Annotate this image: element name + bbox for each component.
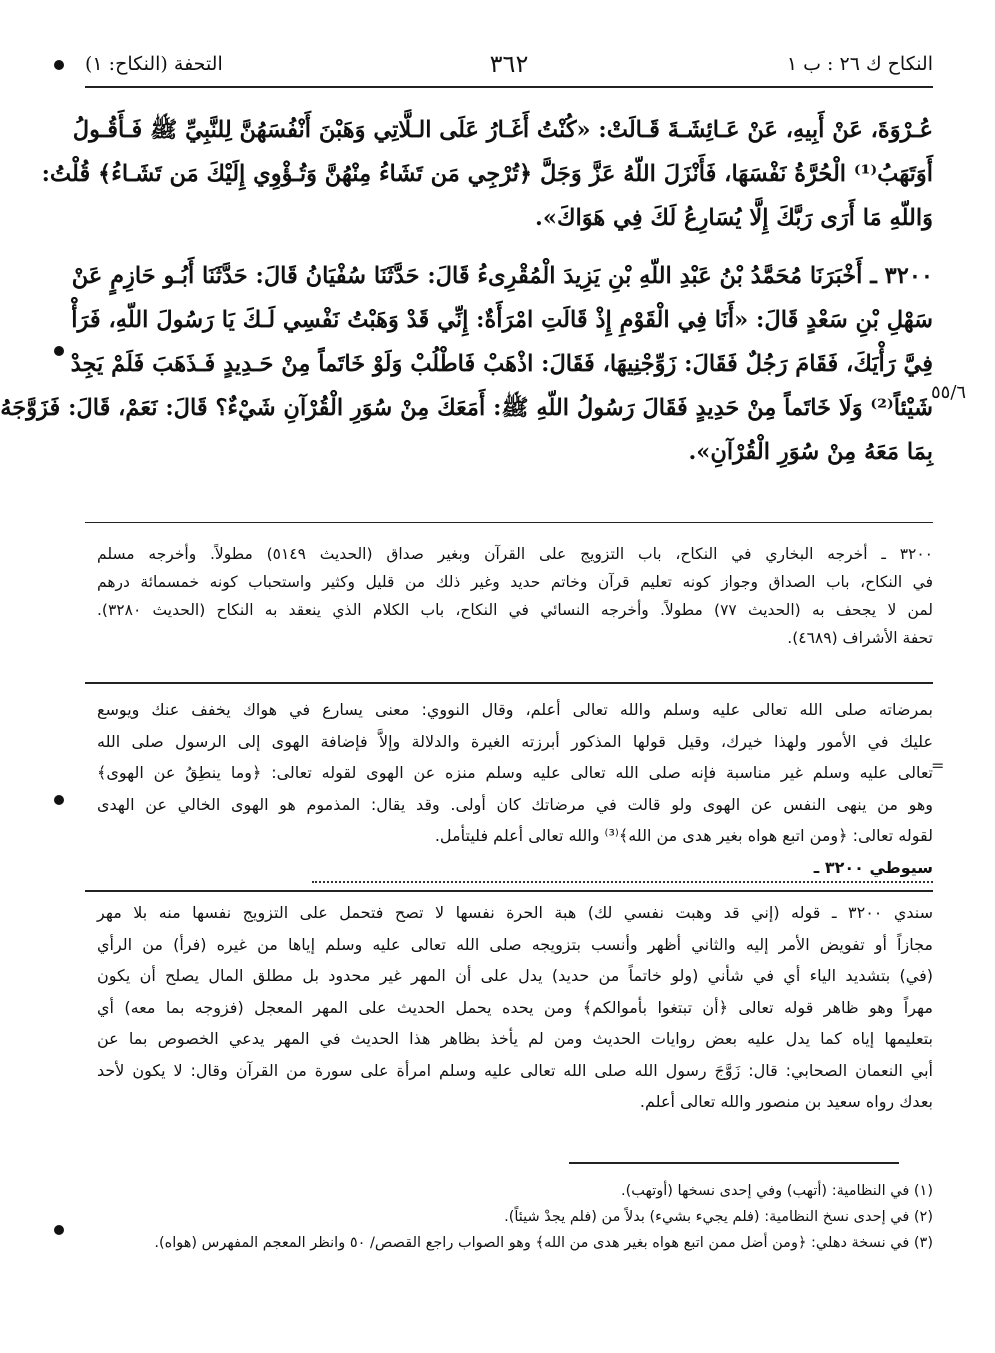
takhrij-line: ٣٢٠٠ ـ أخرجه البخاري في النكاح، باب التزويج على القرآن وبغير صداق (الحديث ٥١٤٩) مطولاً. وأخرجه مسلم (97, 545, 933, 563)
hadith-line: وَاللّهِ مَا أَرَى رَبَّكَ إِلَّا يُسَارِعُ لَكَ فِي هَوَاكَ». (535, 205, 933, 231)
commentary-line: عليك في الأمور ولهذا خيرك، وقيل قولها المذكور أبرزته الغيرة والدلالة وإلاَّ فإضافة الهوى إلى الرسول صلى الله (97, 731, 933, 751)
commentary-sindi (97, 897, 933, 1118)
commentary-line: أبي النعمان الصحابي: قال: زَوَّجَ رسول الله صلى الله تعالى عليه وسلم امرأة على سورة من القرآن وقال: لا يكون لأحد (97, 1060, 933, 1080)
margin-marker: = (931, 756, 945, 775)
commentary-line: بمرضاته صلى الله تعالى عليه وسلم والله تعالى أعلم، وقال النووي: معنى يسارع في هواك يخفف عنك ويوسع (97, 700, 933, 719)
header-chapter: النكاح ك ٢٦ : ب ١ (786, 53, 933, 75)
takhrij-line: لمن لا يجحف به (الحديث ٧٧) مطولاً. وأخرجه النسائي في النكاح، باب الكلام الذي ينعقد به النكاح (الحديث ٣٢٨٠). (97, 601, 934, 619)
section-rule (85, 682, 933, 684)
hadith-line: شَيْئاً⁽²⁾ وَلَا خَاتَماً مِنْ حَدِيدٍ فَقَالَ رَسُولُ اللّهِ ﷺ: أَمَعَكَ مِنْ سُوَرِ الْقُرْآنِ شَيْءٌ؟ قَالَ: نَعَمْ، قَالَ: فَزَوَّجَهُ (0, 395, 933, 421)
scan-mark (54, 60, 64, 70)
footnote-rule (569, 1162, 899, 1164)
hadith-text (0, 108, 933, 474)
commentary-line: مهراً وهو ظاهر قوله تعالى ﴿أن تبتغوا بأموالكم﴾ ومن يحده يحمل الحديث على المهر المعجل (فزوجه بما معه) أي (97, 997, 933, 1017)
commentary-line: لقوله تعالى: ﴿ومن اتبع هواه بغير هدى من الله﴾⁽³⁾ والله تعالى أعلم فليتأمل. (434, 826, 933, 845)
hadith-line: سَهْلِ بْنِ سَعْدٍ قَالَ: «أَنَا فِي الْقَوْمِ إِذْ قَالَتِ امْرَأَةٌ: إِنِّي قَدْ وَهَبْتُ نَفْسِي لَـكَ يَا رَسُولَ اللّهِ، فَرَأْ (71, 307, 933, 333)
takhrij-line: تحفة الأشراف (٤٦٨٩). (787, 629, 933, 647)
section-rule (85, 522, 933, 523)
footnote-item: (٣) في نسخة دهلي: ﴿ومن أضل ممن اتبع هواه بغير هدى من الله﴾ وهو الصواب راجع القصص/ ٥٠ وانظر المعجم المفهرس (هواه). (154, 1235, 933, 1251)
commentary-line: بتعليمها إياه كما يدل عليه بعض روايات الحديث ومن لم يأخذ بظاهر هذا الحديث في المهر يدعي الخصوص بما عن (97, 1029, 933, 1048)
hadith-line: أَوَتَهَبُ⁽¹⁾ الْحُرَّةُ نَفْسَهَا، فَأَنْزَلَ اللّهُ عَزَّ وَجَلَّ ﴿تُرْجِي مَن تَشَاءُ مِنْهُنَّ وَتُـؤْوِي إِلَيْكَ مَن تَشَـاءُ﴾ قُلْتُ: (41, 161, 933, 187)
page-header (85, 48, 933, 80)
takhrij-note (97, 540, 933, 652)
page-number: ٣٦٢ (489, 50, 529, 78)
commentary-line: تعالى عليه وسلم غير مناسبة فإنه صلى الله تعالى عليه وسلم منزه عن الهوى لقوله تعالى: ﴿وما ينطِقُ عن الهوى﴾ (97, 763, 933, 782)
footnotes (97, 1178, 933, 1256)
margin-reference: ٥٥/٦ (931, 382, 967, 403)
commentary-suyuti (97, 694, 933, 883)
footnote-item: (١) في النظامية: (أتهب) وفي إحدى نسخها (أوتهب). (621, 1183, 933, 1199)
hadith-line: فِيَّ رَأْيَكَ، فَقَامَ رَجُلٌ فَقَالَ: زَوِّجْنِيهَا، فَقَالَ: اذْهَبْ فَاطْلُبْ وَلَوْ خَاتَماً مِنْ حَـدِيدٍ فَـذَهَبَ فَلَمْ يَجِدْ (70, 351, 933, 377)
hadith-line: عُـرْوَةَ، عَنْ أَبِيهِ، عَنْ عَـائِشَـةَ قَـالَتْ: «كُنْتُ أَغَـارُ عَلَى الـلَّاتِي وَهَبْنَ أَنْفُسَهُنَّ لِلنَّبِيِّ ﷺ فَـأَقُـولُ (72, 117, 933, 143)
header-rule (85, 86, 933, 88)
scan-mark (54, 795, 64, 805)
takhrij-line: في النكاح، باب الصداق وجواز كونه تعليم قرآن وخاتم حديد وغير ذلك من قليل وكثير واستحباب كونه خمسمائة درهم (97, 573, 933, 591)
section-rule (85, 890, 933, 892)
suyuti-label: سيوطي ٣٢٠٠ ـ (813, 857, 933, 877)
footnote-item: (٢) في إحدى نسخ النظامية: (فلم يجيء بشيء) بدلاً من (فلم يجدْ شيئاً). (504, 1209, 933, 1225)
hadith-line: بِمَا مَعَهُ مِنْ سُوَرِ الْقُرْآنِ». (688, 439, 933, 465)
commentary-line: سندي ٣٢٠٠ ـ قوله (إني قد وهبت نفسي لك) هبة الحرة نفسها لا تصح فتحمل على التزويج نفسها منه بلا مهر (97, 903, 933, 922)
commentary-line: وهو من ينهى النفس عن الهوى ولو قالت في مرضاتك كان أولى. وقد يقال: المذموم هو الهوى الخالي عن الهدى (97, 794, 933, 814)
commentary-line: مجازاً أو تفويض الأمر إليه والثاني أظهر وأنسب بتزويجه صلى الله تعالى عليه وسلم إياها من غيره (فرأ) من الرأي (97, 934, 933, 954)
header-book: التحفة (النكاح: ١) (85, 53, 223, 75)
scan-mark (54, 1225, 64, 1235)
dotted-separator (312, 881, 933, 883)
hadith-line: ٣٢٠٠ ـ أَخْبَرَنَا مُحَمَّدُ بْنُ عَبْدِ اللّهِ بْنِ يَزِيدَ الْمُقْرِىءُ قَالَ: حَدَّثَنَا سُفْيَانُ قَالَ: حَدَّثَنَا أَبُـو حَازِمٍ عَنْ (71, 263, 933, 289)
commentary-line: بعدك رواه سعيد بن منصور والله تعالى أعلم. (639, 1092, 933, 1111)
scan-mark (54, 346, 64, 356)
commentary-line: (في) بتشديد الياء أي في شأني (ولو خاتماً من حديد) يدل على أن المهر غير محدود بل مطلق المال يصلح أن يكون (97, 966, 933, 985)
